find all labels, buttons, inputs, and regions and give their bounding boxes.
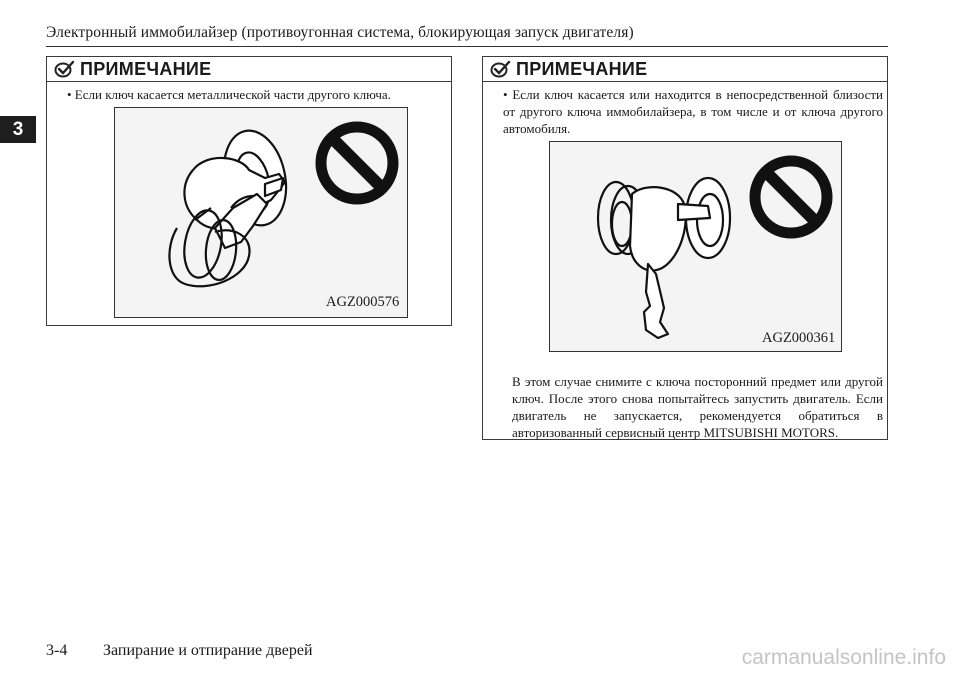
note-title: ПРИМЕЧАНИЕ — [80, 58, 212, 79]
note-box-right — [482, 56, 888, 440]
note-check-icon — [489, 60, 511, 78]
footer-section-title: Запирание и отпирание дверей — [103, 642, 313, 659]
keys-illustration — [550, 142, 842, 352]
figure-keys-nearby — [549, 141, 842, 352]
note-header — [47, 57, 451, 82]
chapter-tab: 3 — [0, 116, 36, 143]
note-bullet: • Если ключ касается или находится в непосредственной близости от другого ключа иммобилайзера, в том числе и от ключа другого автомобиля. — [503, 87, 883, 136]
note-box-left — [46, 56, 452, 326]
note-paragraph: В этом случае снимите с ключа посторонний предмет или другой ключ. После этого снова попытайтесь запустить двигатель. Если двигатель не запускается, рекомендуется обратиться в авторизованный сервисный центр MITSUBISHI MOTORS. — [512, 374, 883, 440]
page-header-title: Электронный иммобилайзер (противоугонная система, блокирующая запуск двигателя) — [46, 24, 634, 41]
footer-page-number: 3-4 — [46, 642, 68, 659]
header-rule — [46, 46, 888, 47]
figure-code: AGZ000361 — [762, 330, 836, 346]
watermark: carmanualsonline.info — [741, 646, 946, 669]
keys-illustration — [115, 108, 408, 318]
figure-keys-touching — [114, 107, 408, 318]
note-header — [483, 57, 887, 82]
note-bullet: • Если ключ касается металлической части другого ключа. — [67, 87, 391, 102]
figure-code: AGZ000576 — [326, 294, 400, 310]
note-title: ПРИМЕЧАНИЕ — [516, 58, 648, 79]
note-check-icon — [53, 60, 75, 78]
